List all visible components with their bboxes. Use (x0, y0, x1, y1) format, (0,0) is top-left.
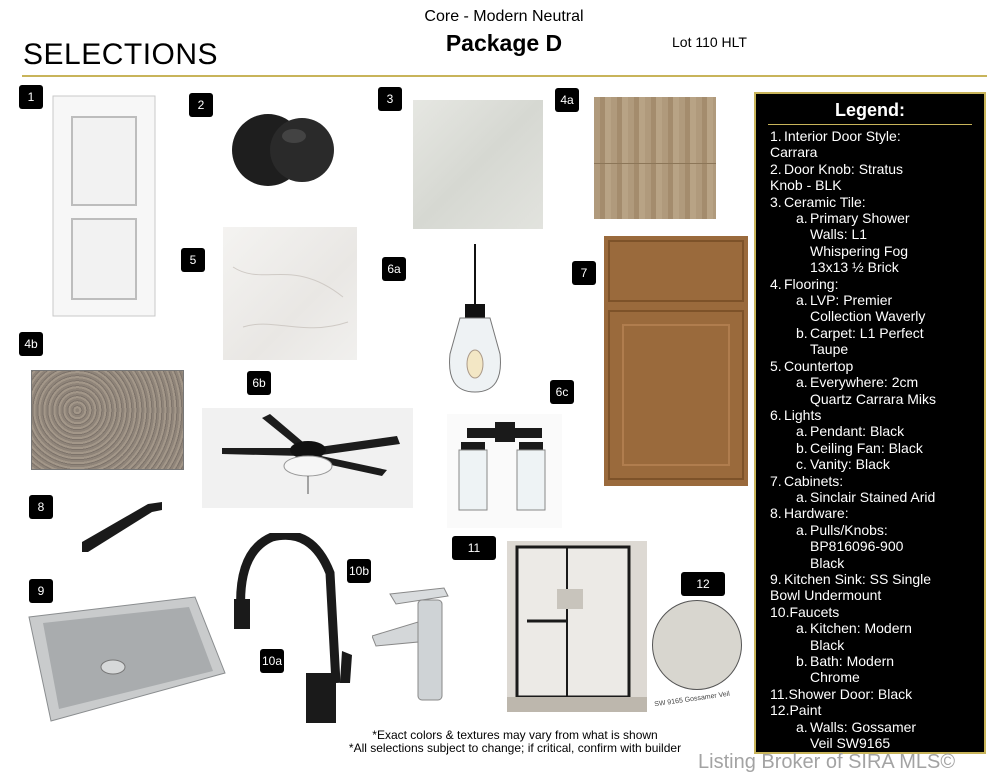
legend-item (770, 358, 982, 374)
legend-subitem-letter: b. (796, 439, 808, 456)
legend-subitem (770, 325, 982, 358)
header-divider (22, 75, 987, 77)
badge-8: 8 (29, 495, 53, 519)
legend-subitem (770, 522, 982, 571)
legend-list (770, 128, 982, 751)
legend-subitem-text: Primary Shower Walls: L1 Whispering Fog 13x13 ½ Brick (810, 210, 910, 276)
paint-swatch (652, 600, 742, 709)
legend-title: Legend: (835, 100, 905, 120)
legend-item (770, 505, 982, 521)
vanity-light-image (447, 414, 562, 528)
legend-item-text: Paint (789, 702, 822, 719)
legend-subitem-text: Pulls/Knobs: BP816096-900 Black (810, 521, 904, 571)
legend-item-text: Interior Door Style: (784, 128, 901, 144)
legend-item-number: 9. (770, 570, 782, 587)
legend-subitem-text: Bath: Modern Chrome (810, 653, 895, 686)
legend-subitem (770, 620, 982, 653)
page-title: SELECTIONS (23, 38, 219, 71)
legend-item (770, 276, 982, 292)
legend-item-number: 10. (770, 603, 790, 620)
legend-item (770, 686, 982, 702)
legend-subitem-text: Vanity: Black (810, 456, 890, 473)
legend-item (770, 604, 982, 620)
legend-item-number: 4. (770, 275, 782, 292)
legend-subitem-text: Kitchen: Modern Black (810, 620, 912, 653)
legend-subitem-letter: a. (796, 488, 808, 505)
ceramic-tile-swatch (413, 100, 543, 229)
legend-subitem-letter: a. (796, 423, 808, 440)
legend-item-number: 11. (770, 685, 789, 702)
legend-item (770, 473, 982, 489)
legend-subitem-letter: b. (796, 324, 808, 341)
badge-4a: 4a (555, 88, 579, 112)
badge-3: 3 (378, 87, 402, 111)
legend-subitem-letter: a. (796, 718, 808, 735)
paint-color-circle (652, 600, 742, 690)
legend-item-continuation: Carrara (770, 144, 818, 161)
disclaimer-line-2: *All selections subject to change; if critical, confirm with builder (348, 741, 682, 755)
legend-subitem-text: Carpet: L1 Perfect Taupe (810, 324, 924, 358)
legend-subitem-text: Everywhere: 2cm Quartz Carrara Miks (810, 374, 937, 407)
legend-panel (754, 92, 986, 754)
legend-subitem (770, 292, 982, 325)
badge-1: 1 (19, 85, 43, 109)
badge-10b: 10b (347, 559, 371, 583)
legend-item-text: Shower Door: Black (788, 685, 913, 702)
legend-item-number: 2. (770, 160, 782, 177)
legend-item-text: Countertop (784, 357, 854, 374)
legend-subitem (770, 440, 982, 456)
bath-faucet-image (372, 586, 454, 704)
disclaimer (300, 729, 730, 755)
legend-item-number: 1. (770, 128, 782, 144)
lvp-flooring-swatch (594, 97, 716, 219)
legend-subitem-letter: a. (796, 521, 808, 538)
countertop-swatch (223, 227, 357, 360)
legend-item-text: Faucets (789, 603, 840, 620)
legend-subitem (770, 653, 982, 686)
legend-subitem-letter: a. (796, 292, 808, 309)
paint-swatch-label: SW 9165 Gossamer Veil (653, 690, 731, 709)
legend-divider (768, 124, 972, 125)
package-subtitle: Core - Modern Neutral (424, 8, 584, 25)
legend-subitem (770, 456, 982, 472)
legend-item-text: Ceramic Tile: (784, 193, 866, 210)
legend-item (770, 128, 982, 144)
door-knob-image (230, 98, 346, 202)
cabinet-pull-image (78, 496, 168, 556)
legend-subitem (770, 719, 982, 752)
interior-door-image (52, 95, 156, 317)
legend-subitem-letter: a. (796, 210, 808, 227)
legend-subitem-letter: b. (796, 653, 808, 669)
badge-12: 12 (681, 572, 725, 596)
badge-9: 9 (29, 579, 53, 603)
legend-item (770, 571, 982, 587)
legend-item-number: 5. (770, 357, 782, 374)
legend-item-text: Kitchen Sink: SS Single (784, 570, 932, 587)
ceiling-fan-image (202, 408, 413, 508)
legend-subitem-text: Walls: Gossamer Veil SW9165 (810, 718, 917, 752)
badge-7: 7 (572, 261, 596, 285)
pendant-light-image (420, 244, 530, 404)
legend-subitem-text: Ceiling Fan: Black (810, 439, 923, 456)
legend-item-number: 3. (770, 193, 782, 210)
badge-4b: 4b (19, 332, 43, 356)
legend-item (770, 407, 982, 423)
legend-subitem-letter: a. (796, 620, 808, 637)
shower-door-image (507, 541, 647, 712)
legend-item-text: Cabinets: (784, 472, 844, 489)
badge-6c: 6c (550, 380, 574, 404)
disclaimer-line-1: *Exact colors & textures may vary from what is shown (372, 728, 658, 742)
legend-subitem (770, 423, 982, 439)
legend-item-continuation: Knob - BLK (770, 177, 842, 194)
kitchen-sink-image (25, 595, 227, 725)
badge-2: 2 (189, 93, 213, 117)
legend-item (770, 194, 982, 210)
badge-6a: 6a (382, 257, 406, 281)
badge-5: 5 (181, 248, 205, 272)
legend-item-text: Lights (784, 406, 822, 423)
legend-subitem-letter: c. (796, 456, 807, 473)
kitchen-faucet-image (230, 533, 360, 725)
legend-item-text: Flooring: (784, 275, 839, 292)
legend-subitem-letter: a. (796, 374, 808, 391)
cabinet-door-image (604, 236, 748, 486)
carpet-swatch (31, 370, 184, 470)
legend-item-number: 6. (770, 406, 782, 423)
badge-10a: 10a (260, 649, 284, 673)
package-name: Package D (445, 30, 563, 56)
legend-item-number: 12. (770, 702, 790, 719)
lot-label: Lot 110 HLT (672, 34, 747, 50)
legend-item (770, 702, 982, 718)
badge-6b: 6b (247, 371, 271, 395)
legend-item-continuation: Bowl Undermount (770, 587, 882, 604)
legend-item (770, 161, 982, 177)
legend-subitem (770, 374, 982, 407)
legend-item-text: Hardware: (784, 505, 849, 522)
legend-subitem-text: Sinclair Stained Arid (810, 488, 936, 505)
legend-item-text: Door Knob: Stratus (784, 160, 904, 177)
mls-watermark: Listing Broker of SIRA MLS© (698, 751, 956, 773)
legend-subitem-text: LVP: Premier Collection Waverly (810, 292, 926, 325)
legend-subitem-text: Pendant: Black (810, 423, 905, 440)
legend-item-number: 7. (770, 472, 782, 489)
legend-subitem (770, 210, 982, 276)
legend-item-number: 8. (770, 505, 782, 522)
legend-subitem (770, 489, 982, 505)
badge-11: 11 (452, 536, 496, 560)
